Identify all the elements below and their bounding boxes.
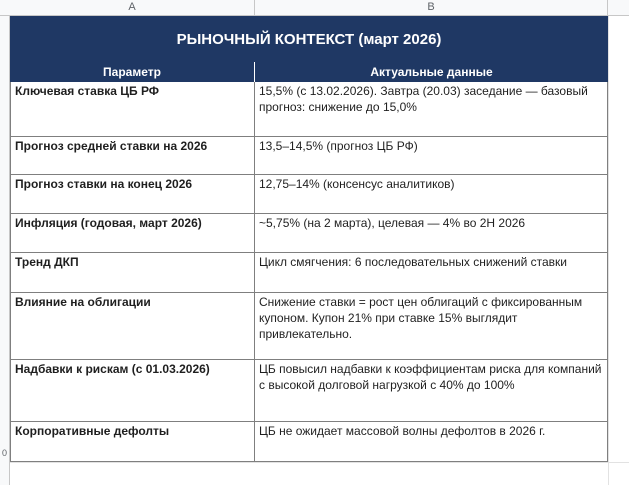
param-cell[interactable]: Ключевая ставка ЦБ РФ <box>10 82 255 136</box>
table-row <box>10 82 608 137</box>
table-row <box>10 253 608 293</box>
header-param-cell[interactable]: Параметр <box>10 62 255 82</box>
value-cell[interactable]: 12,75–14% (консенсус аналитиков) <box>255 175 608 213</box>
table-row <box>10 422 608 462</box>
param-cell[interactable]: Надбавки к рискам (с 01.03.2026) <box>10 360 255 421</box>
value-cell[interactable]: 15,5% (с 13.02.2026). Завтра (20.03) заседание — базовый прогноз: снижение до 15,0% <box>255 82 608 136</box>
column-header-b[interactable]: B <box>255 0 608 15</box>
gridline <box>608 16 609 485</box>
column-header-bar <box>0 0 629 16</box>
table-row <box>10 293 608 360</box>
param-cell[interactable]: Прогноз ставки на конец 2026 <box>10 175 255 213</box>
table-row <box>10 175 608 214</box>
value-cell[interactable]: 13,5–14,5% (прогноз ЦБ РФ) <box>255 137 608 174</box>
value-cell[interactable]: ЦБ не ожидает массовой волны дефолтов в 2026 г. <box>255 422 608 461</box>
table-title[interactable]: РЫНОЧНЫЙ КОНТЕКСТ (март 2026) <box>10 16 608 62</box>
table-header-row <box>10 62 608 82</box>
table-row <box>10 137 608 175</box>
gridline <box>10 462 629 463</box>
param-cell[interactable]: Влияние на облигации <box>10 293 255 359</box>
column-header-c[interactable] <box>608 0 629 15</box>
param-cell[interactable]: Прогноз средней ставки на 2026 <box>10 137 255 174</box>
value-cell[interactable]: ~5,75% (на 2 марта), целевая — 4% во 2Н 2026 <box>255 214 608 252</box>
param-cell[interactable]: Инфляция (годовая, март 2026) <box>10 214 255 252</box>
header-actual-cell[interactable]: Актуальные данные <box>370 65 493 79</box>
column-header-a[interactable]: A <box>10 0 255 15</box>
value-cell[interactable]: Снижение ставки = рост цен облигаций с фиксированным купоном. Купон 21% при ставке 15% выглядит привлекательно. <box>255 293 608 359</box>
value-cell[interactable]: Цикл смягчения: 6 последовательных снижений ставки <box>255 253 608 292</box>
value-cell[interactable]: ЦБ повысил надбавки к коэффициентам риска для компаний с высокой долговой нагрузкой с 40% до 100% <box>255 360 608 421</box>
row-number[interactable]: 0 <box>1 448 7 458</box>
param-cell[interactable]: Корпоративные дефолты <box>10 422 255 461</box>
row-number-gutter <box>0 16 10 485</box>
table-row <box>10 214 608 253</box>
param-cell[interactable]: Тренд ДКП <box>10 253 255 292</box>
table-row <box>10 360 608 422</box>
